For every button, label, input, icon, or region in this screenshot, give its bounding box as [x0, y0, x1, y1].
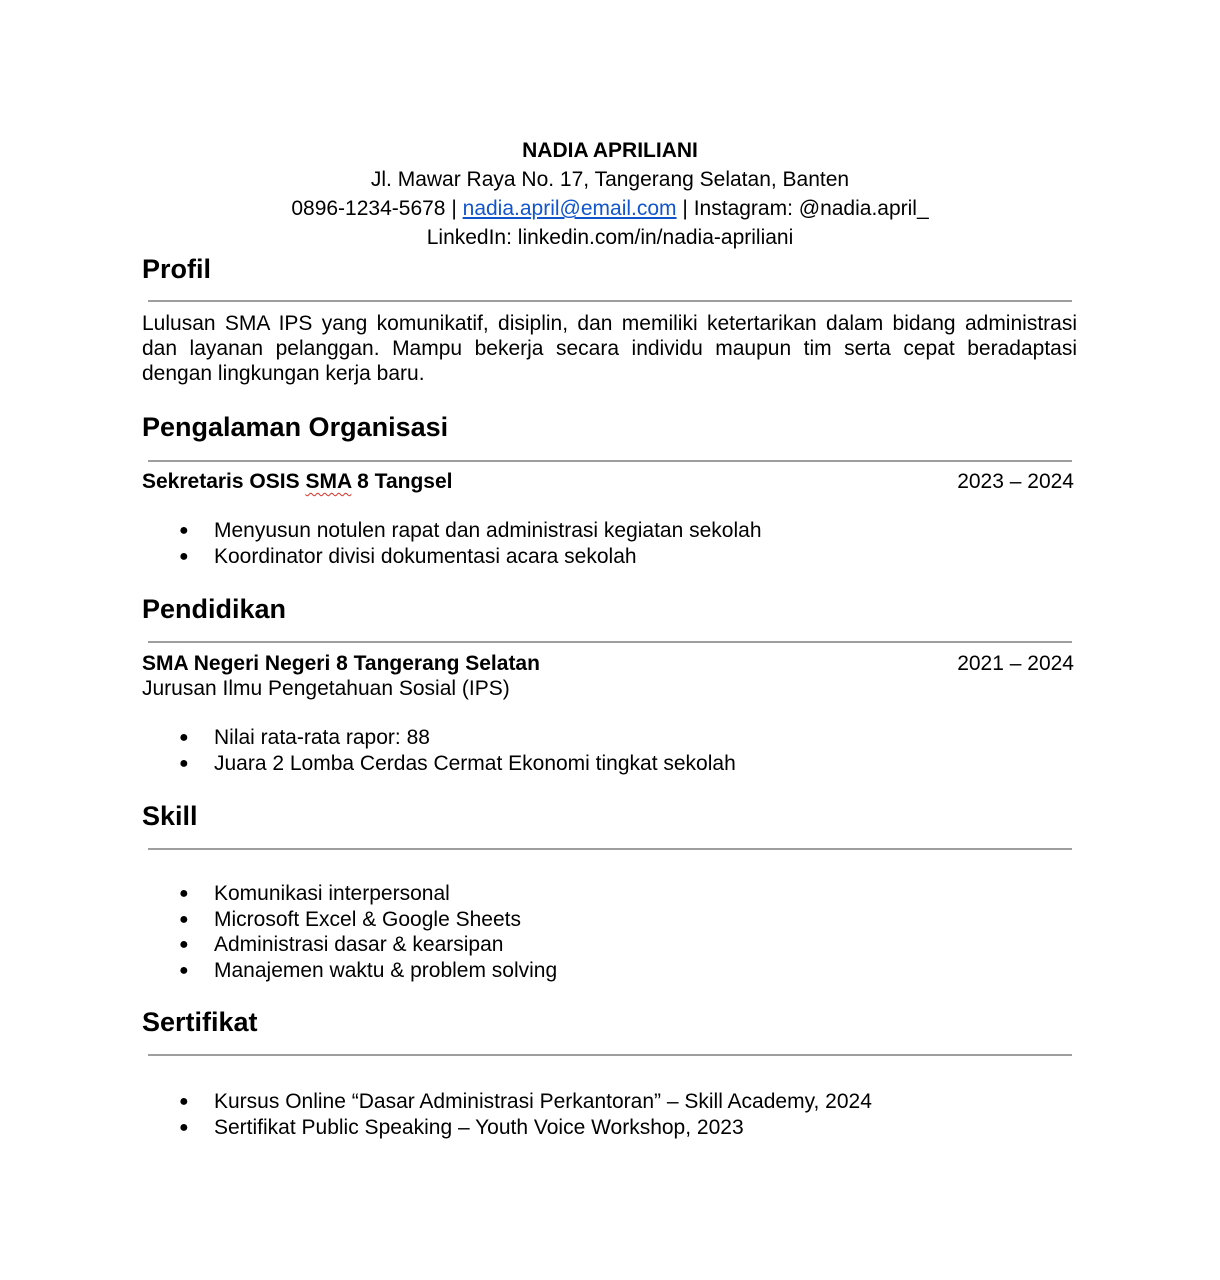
list-item [0, 518, 762, 544]
phone-number: 0896-1234-5678 [291, 197, 446, 220]
profil-text: Lulusan SMA IPS yang komunikatif, disiplin, dan memiliki ketertarikan dalam bidang administrasi dan layanan pelanggan. Mampu bekerja secara individu maupun tim serta cepat beradaptasi dengan lingkungan kerja baru. [142, 312, 1077, 385]
linkedin-line: LinkedIn: linkedin.com/in/nadia-apriliani [426, 226, 794, 249]
organisasi-bullet-list [0, 518, 762, 569]
list-item-text: Nilai rata-rata rapor: 88 [214, 726, 430, 749]
sertifikat-bullet-list [0, 1089, 872, 1140]
organisasi-role-prefix: Sekretaris OSIS [142, 470, 306, 493]
bullet-icon: ● [179, 961, 189, 979]
list-item [0, 725, 736, 751]
separator: | [451, 197, 457, 220]
list-item [0, 751, 736, 777]
section-divider [148, 1054, 1072, 1056]
list-item [0, 958, 557, 984]
school-name: SMA Negeri Negeri 8 Tangerang Selatan [142, 652, 540, 675]
list-item-text: Administrasi dasar & kearsipan [214, 933, 504, 956]
list-item-text: Microsoft Excel & Google Sheets [214, 907, 521, 931]
section-title-skill: Skill [142, 801, 198, 831]
pendidikan-period: 2021 – 2024 [957, 652, 1074, 675]
list-item [0, 1089, 872, 1115]
pendidikan-bullet-list [0, 725, 736, 776]
resume-header [0, 136, 1220, 252]
organisasi-entry-header [142, 469, 1074, 495]
bullet-icon: ● [179, 1093, 189, 1110]
bullet-icon: ● [179, 936, 189, 953]
list-item-text: Kursus Online “Dasar Administrasi Perkantoran” – Skill Academy, 2024 [214, 1090, 872, 1113]
bullet-icon: ● [179, 729, 189, 746]
instagram-handle: Instagram: @nadia.april_ [693, 197, 929, 220]
bullet-icon: ● [179, 522, 189, 539]
bullet-icon: ● [179, 1118, 189, 1136]
school-major: Jurusan Ilmu Pengetahuan Sosial (IPS) [142, 677, 510, 700]
contact-line [0, 194, 1220, 223]
separator: | [682, 197, 688, 220]
bullet-icon: ● [179, 910, 189, 928]
list-item [0, 1115, 872, 1141]
section-title-sertifikat: Sertifikat [142, 1007, 258, 1037]
section-title-profil: Profil [142, 254, 212, 284]
list-item-text: Koordinator divisi dokumentasi acara sekolah [214, 544, 637, 568]
list-item-text: Menyusun notulen rapat dan administrasi kegiatan sekolah [214, 519, 762, 542]
list-item-text: Manajemen waktu & problem solving [214, 958, 558, 982]
section-divider [148, 300, 1072, 302]
list-item-text: Juara 2 Lomba Cerdas Cermat Ekonomi tingkat sekolah [214, 751, 736, 775]
spellcheck-flagged-word: SMA [305, 470, 352, 493]
bullet-icon: ● [179, 885, 189, 902]
bullet-icon: ● [179, 547, 189, 565]
bullet-icon: ● [179, 754, 189, 772]
list-item [0, 881, 557, 907]
section-divider [148, 848, 1072, 850]
pendidikan-entry-header [142, 651, 1074, 677]
organisasi-role [142, 469, 452, 495]
section-title-organisasi: Pengalaman Organisasi [142, 412, 449, 442]
section-title-pendidikan: Pendidikan [142, 594, 287, 624]
email-link[interactable]: nadia.april@email.com [462, 197, 677, 220]
list-item [0, 544, 762, 570]
list-item-text: Komunikasi interpersonal [214, 882, 450, 905]
section-divider [148, 460, 1072, 462]
address-line: Jl. Mawar Raya No. 17, Tangerang Selatan, Banten [370, 168, 850, 191]
organisasi-role-suffix: 8 Tangsel [351, 470, 453, 493]
list-item [0, 932, 557, 958]
section-divider [148, 641, 1072, 643]
list-item [0, 907, 557, 933]
skill-bullet-list [0, 881, 557, 983]
organisasi-period: 2023 – 2024 [957, 470, 1074, 493]
candidate-name: NADIA APRILIANI [522, 139, 698, 162]
list-item-text: Sertifikat Public Speaking – Youth Voice Workshop, 2023 [214, 1115, 744, 1139]
